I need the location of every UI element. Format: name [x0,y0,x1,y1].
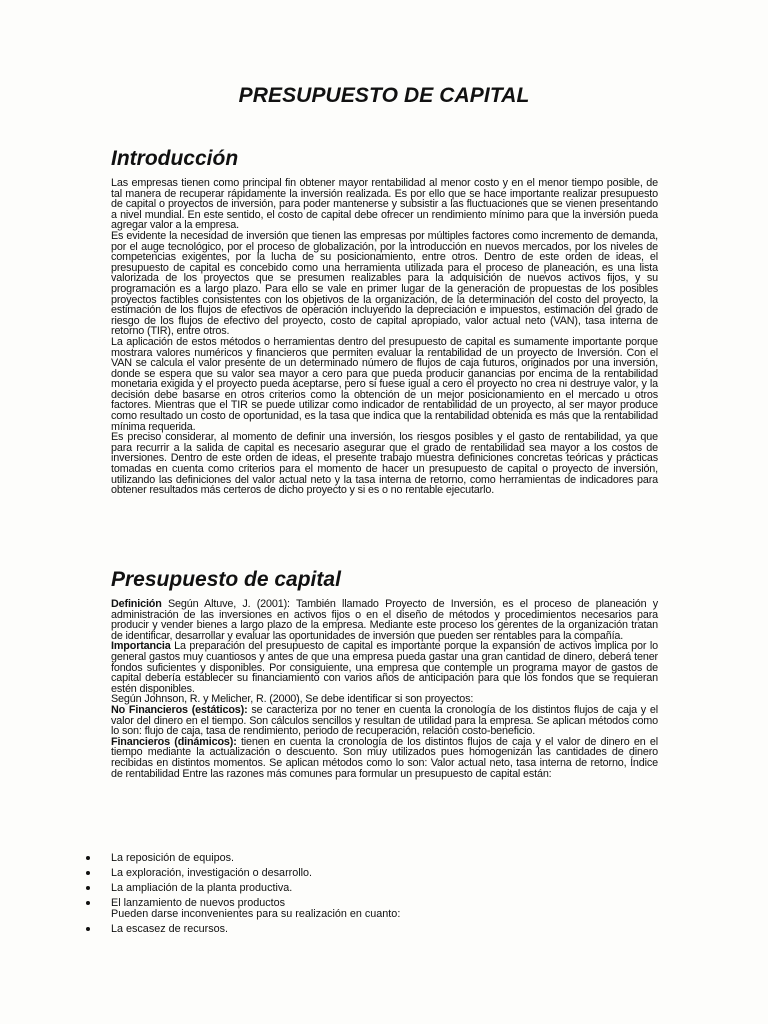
intro-paragraph-1: Las empresas tienen como principal fin obtener mayor rentabilidad al menor costo y en el menor tiempo posible, de tal manera de recuperar rápidamente la inversión realizada. Es por ello que se hace importante realizar presupuesto de capital o proyectos de inversión, para poder mantenerse y subsistir a las fluctuaciones que se vienen presentando a nivel mundial. En este sentido, el costo de capital debe ofrecer un rendimiento mínimo para que la inversión pueda agregar valor a la empresa. [111,177,658,232]
list-item [84,853,644,864]
johnson-paragraph: Según Johnson, R. y Melicher, R. (2000), Se debe identificar si son proyectos: [111,693,474,706]
reasons-list [84,853,644,934]
importance-text: La preparación del presupuesto de capital es importante porque la expansión de activos implica por lo general gastos muy cuantiosos y antes de que una empresa pueda gastar una gran cantidad de dinero, deberá tener fondos suficientes y disponibles. Por consiguiente, una empresa que contemple un programa mayor de gastos de capital debería establecer su financiamiento con varios años de anticipación para que los fondos que se requieran estén disponibles. [111,640,658,695]
list-item-text: La exploración, investigación o desarrollo. [111,866,313,879]
bullet-icon [86,871,90,875]
static-label: No Financieros (estáticos): [111,703,248,716]
bullet-icon [86,886,90,890]
static-paragraph [111,705,658,737]
list-item-text: El lanzamiento de nuevos productos [111,896,286,909]
dynamic-text: tienen en cuenta la cronología de los distintos flujos de caja y el valor de dinero en el tiempo mediante la actualización o descuento. Son muy utilizados pues homogenizan las cantidades de dinero recibidas en distintos momentos. Se aplican métodos como lo son: Valor actual neto, tasa interna de retorno, Índice de rentabilidad Entre las razones más comunes para formular un presupuesto de capital están: [111,735,658,780]
bullet-icon [86,927,90,931]
importance-paragraph [111,641,658,694]
intro-paragraph-4: Es preciso considerar, al momento de definir una inversión, los riesgos posibles y el gasto de rentabilidad, ya que para recurrir a la salida de capital es necesario asegurar que el grado de rentabilidad sea mayor a los costos de inversiones. Dentro de este orden de ideas, el presente trabajo muestra definiciones concretas teóricas y prácticas tomadas en cuenta como criterios para el momento de hacer un presupuesto de capital o proyecto de inversión, utilizando las definiciones del valor actual neto y la tasa interna de retorno, como herramientas de indicadores para obtener resultados más certeros de dicho proyecto y si es o no rentable ejecutarlo. [111,431,658,497]
definition-text: Según Altuve, J. (2001): También llamado Proyecto de Inversión, es el proceso de planeación y administración de las inversiones en activos fijos o en el diseño de métodos y procedimientos necesarios para producir y vender bienes a largo plazo de la empresa. Mediante este proceso los gerentes de la organización tratan de identificar, desarrollar y evaluar las oportunidades de inversión que pueden ser rentables para la compañía. [111,598,658,642]
dynamic-label: Financieros (dinámicos): [111,735,237,748]
intro-heading: Introducción [111,147,239,170]
bullet-icon [86,856,90,860]
list-item-text: La ampliación de la planta productiva. [111,881,293,894]
bullet-icon [86,901,90,905]
importance-label: Importancia [111,640,171,653]
dynamic-paragraph [111,737,658,779]
document-title: PRESUPUESTO DE CAPITAL [238,84,530,107]
definition-paragraph [111,599,658,641]
capital-heading: Presupuesto de capital [111,568,341,591]
capital-body [111,599,658,779]
static-text: se caracteriza por no tener en cuenta la cronología de los distintos flujos de caja y el valor del dinero en el tiempo. Son cálculos sencillos y resultan de utilidad para la empresa. Se aplican métodos como lo son: flujo de caja, tasa de rendimiento, periodo de recuperación, relación costo-beneficio. [111,703,658,738]
intro-paragraph-2: Es evidente la necesidad de inversión que tienen las empresas por múltiples factores como incremento de demanda, por el auge tecnológico, por el proceso de globalización, por la introducción en nuevos mercados, por los niveles de competencias exigentes, por la lucha de su posicionamiento, entre otros. Dentro de este orden de ideas, el presupuesto de capital es concebido como una herramienta utilizada para el proceso de planeación, es una lista valorizada de los proyectos que se presumen realizables para la adquisición de nuevos activos fijos, y su programación es a largo plazo. Para ello se vale en primer lugar de la generación de propuestas de los posibles proyectos factibles consistentes con los objetivos de la organización, de la determinación del costo del proyecto, la estimación de los flujos de efectivos de operación incluyendo la depreciación e impuestos, estimación del grado de riesgo de los flujos de efectivo del proyecto, costo de capital apropiado, valor actual neto (VAN), tasa interna de retorno (TIR), entre otros. [111,229,658,338]
list-item [84,924,644,935]
list-item [84,883,644,894]
intro-body [111,178,658,496]
list-item-text: La reposición de equipos. [111,852,235,864]
inconvenientes-line: Pueden darse inconvenientes para su realización en cuanto: [111,907,401,920]
intro-paragraph-3: La aplicación de estos métodos o herramientas dentro del presupuesto de capital es sumamente importante porque mostrara valores numéricos y financieros que permiten evaluar la rentabilidad de un proyecto de Inversión. Con el VAN se calcula el valor presente de un determinado número de flujos de caja futuros, originados por una inversión, donde se espera que su valor sea mayor a cero para que pueda producir ganancias por encima de la rentabilidad monetaria exigida y el proyecto pueda aceptarse, pero si fuese igual a cero el proyecto no crea ni destruye valor, y la decisión debe basarse en otros criterios como la obtención de un mejor posicionamiento en el mercado u otros factores. Mientras que el TIR se puede utilizar como indicador de rentabilidad de un proyecto, al ser mayor produce como resultado un costo de oportunidad, es la tasa que indica que la rentabilidad obtenida es más que la rentabilidad mínima requerida. [111,335,658,433]
list-item [84,898,644,909]
list-item [84,868,644,879]
definition-label: Definición [111,598,162,610]
list-item-text: La escasez de recursos. [111,922,229,935]
